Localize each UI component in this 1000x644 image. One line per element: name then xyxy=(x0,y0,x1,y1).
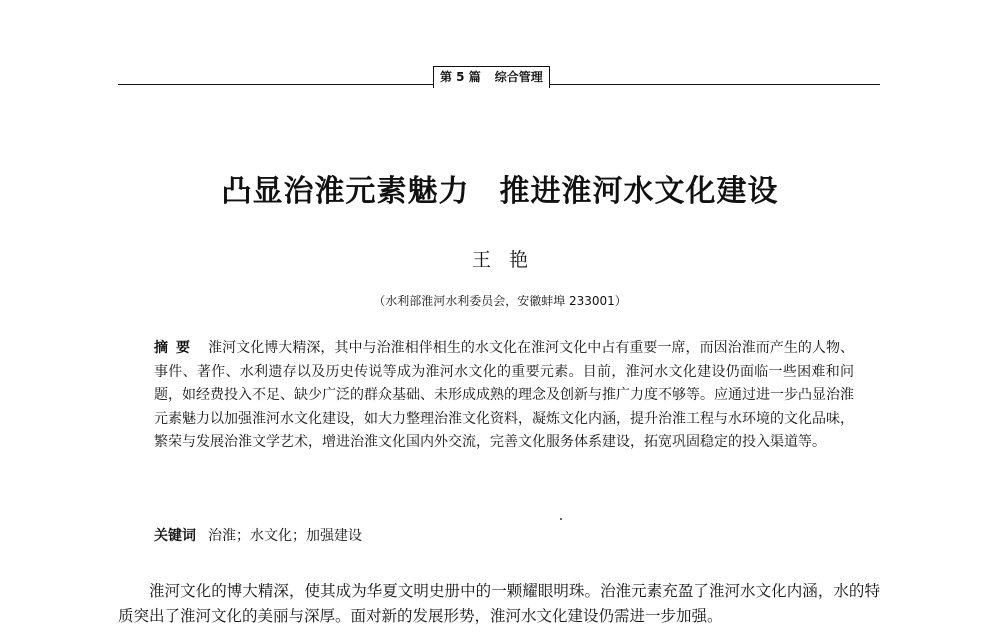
author-name: 王艳 xyxy=(471,249,546,271)
abstract-block xyxy=(154,337,854,455)
chapter-label: 第 5 篇 xyxy=(440,70,481,84)
section-label: 综合管理 xyxy=(494,70,543,84)
abstract-label: 摘要 xyxy=(154,340,199,356)
running-header xyxy=(433,66,550,88)
author-affiliation: （水利部淮河水利委员会，安徽蚌埠 233001） xyxy=(373,294,627,308)
scan-speck xyxy=(560,518,562,520)
keywords-block xyxy=(154,525,854,547)
article-title xyxy=(0,166,1000,210)
abstract-text: 淮河文化博大精深，其中与治淮相伴相生的水文化在淮河文化中占有重要一席，而因治淮而产生的人物、事件、著作、水利遗存以及历史传说等成为淮河水文化的重要元素。目前，淮河水文化建设仍面临一些困难和问题，如经费投入不足、缺少广泛的群众基础、未形成成熟的理念及创新与推广力度不够等。应通过进一步凸显治淮元素魅力以加强淮河水文化建设，如大力整理治淮文化资料，凝炼文化内涵，提升治淮工程与水环境的文化品味，繁荣与发展治淮文学艺术，增进治淮文化国内外交流，完善文化服务体系建设，拓宽巩固稳定的投入渠道等。 xyxy=(154,340,855,451)
title-part-1: 凸显治淮元素魅力 xyxy=(221,174,470,209)
title-part-2: 推进淮河水文化建设 xyxy=(499,174,779,209)
keywords-label: 关键词 xyxy=(154,528,196,544)
keywords-text: 治淮；水文化；加强建设 xyxy=(208,528,362,544)
body-paragraph: 淮河文化的博大精深，使其成为华夏文明史册中的一颗耀眼明珠。治淮元素充盈了淮河水文化内涵，水的特质突出了淮河文化的美丽与深厚。面对新的发展形势，淮河水文化建设仍需进一步加强。 xyxy=(118,582,880,625)
